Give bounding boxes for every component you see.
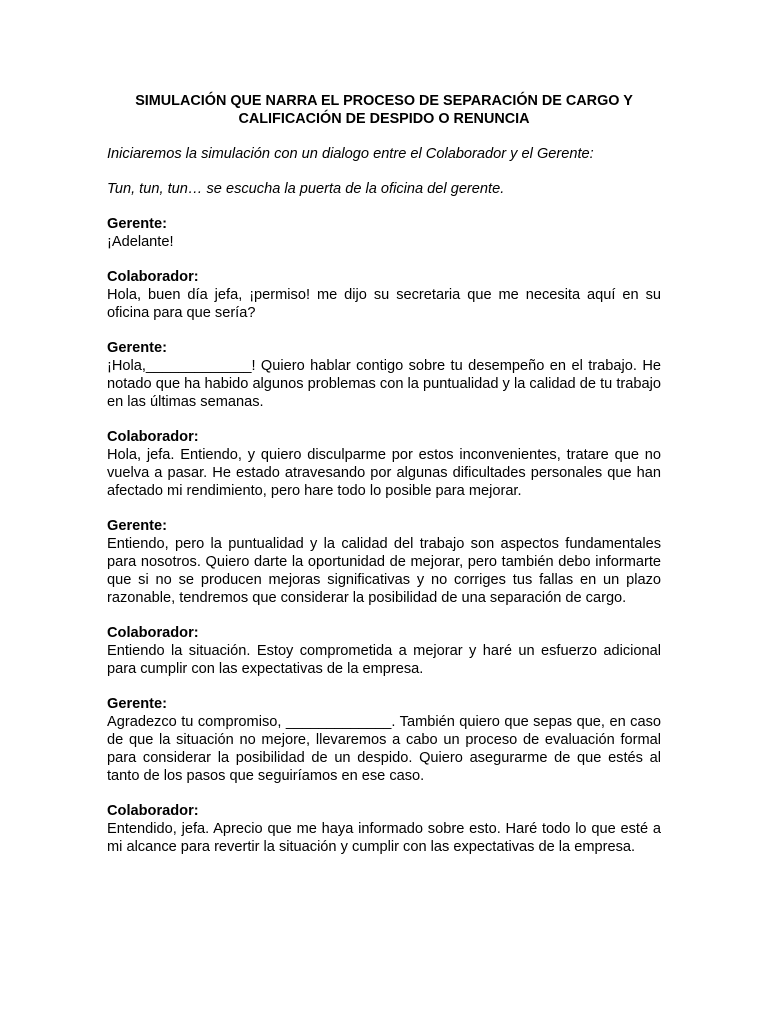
scene-description: Tun, tun, tun… se escucha la puerta de la oficina del gerente. bbox=[107, 181, 505, 197]
title-line-1: SIMULACIÓN QUE NARRA EL PROCESO DE SEPARACIÓN DE CARGO Y bbox=[135, 93, 633, 109]
speech-text: Hola, buen día jefa, ¡permiso! me dijo su secretaria que me necesita aquí en su oficina para que sería? bbox=[107, 287, 661, 321]
speech-text: Entiendo, pero la puntualidad y la calidad del trabajo son aspectos fundamentales para nosotros. Quiero darte la oportunidad de mejorar, pero también debo informarte que si no se producen mejoras significativas y no corriges tus fallas en un plazo razonable, tendremos que considerar la posibilidad de una separación de cargo. bbox=[107, 536, 661, 606]
speech-text: Hola, jefa. Entiendo, y quiero disculparme por estos inconvenientes, tratare que no vuelva a pasar. He estado atravesando por algunas dificultades personales que han afectado mi rendimiento, pero hare todo lo posible para mejorar. bbox=[107, 447, 661, 499]
speaker-label: Gerente: bbox=[107, 518, 168, 534]
speech-text: Entendido, jefa. Aprecio que me haya informado sobre esto. Haré todo lo que esté a mi alcance para revertir la situación y cumplir con las expectativas de la empresa. bbox=[107, 821, 661, 855]
document-title bbox=[107, 92, 661, 128]
speech-text: Agradezco tu compromiso, _____________. También quiero que sepas que, en caso de que la situación no mejore, llevaremos a cabo un proceso de evaluación formal para considerar la posibilidad de un despido. Quiero asegurarme de que estés al tanto de los pasos que seguiríamos en ese caso. bbox=[107, 714, 661, 784]
dialogue-block bbox=[107, 802, 661, 856]
speech-text: ¡Adelante! bbox=[107, 234, 174, 250]
dialogue-block bbox=[107, 695, 661, 785]
speech-text: ¡Hola,_____________! Quiero hablar contigo sobre tu desempeño en el trabajo. He notado que ha habido algunos problemas con la puntualidad y la calidad de tu trabajo en las últimas semanas. bbox=[107, 358, 661, 410]
document-body bbox=[107, 92, 661, 856]
speaker-label: Gerente: bbox=[107, 696, 168, 712]
intro-paragraph: Iniciaremos la simulación con un dialogo entre el Colaborador y el Gerente: bbox=[107, 146, 594, 162]
dialogue-block bbox=[107, 268, 661, 322]
title-line-2: CALIFICACIÓN DE DESPIDO O RENUNCIA bbox=[238, 111, 530, 127]
dialogue-block bbox=[107, 215, 661, 251]
speaker-label: Colaborador: bbox=[107, 429, 199, 445]
dialogue-block bbox=[107, 339, 661, 411]
dialogue-block bbox=[107, 624, 661, 678]
speech-text: Entiendo la situación. Estoy comprometida a mejorar y haré un esfuerzo adicional para cumplir con las expectativas de la empresa. bbox=[107, 643, 661, 677]
speaker-label: Colaborador: bbox=[107, 625, 199, 641]
speaker-label: Gerente: bbox=[107, 216, 168, 232]
speaker-label: Colaborador: bbox=[107, 803, 199, 819]
dialogue-block bbox=[107, 517, 661, 607]
dialogue-block bbox=[107, 428, 661, 500]
speaker-label: Colaborador: bbox=[107, 269, 199, 285]
speaker-label: Gerente: bbox=[107, 340, 168, 356]
